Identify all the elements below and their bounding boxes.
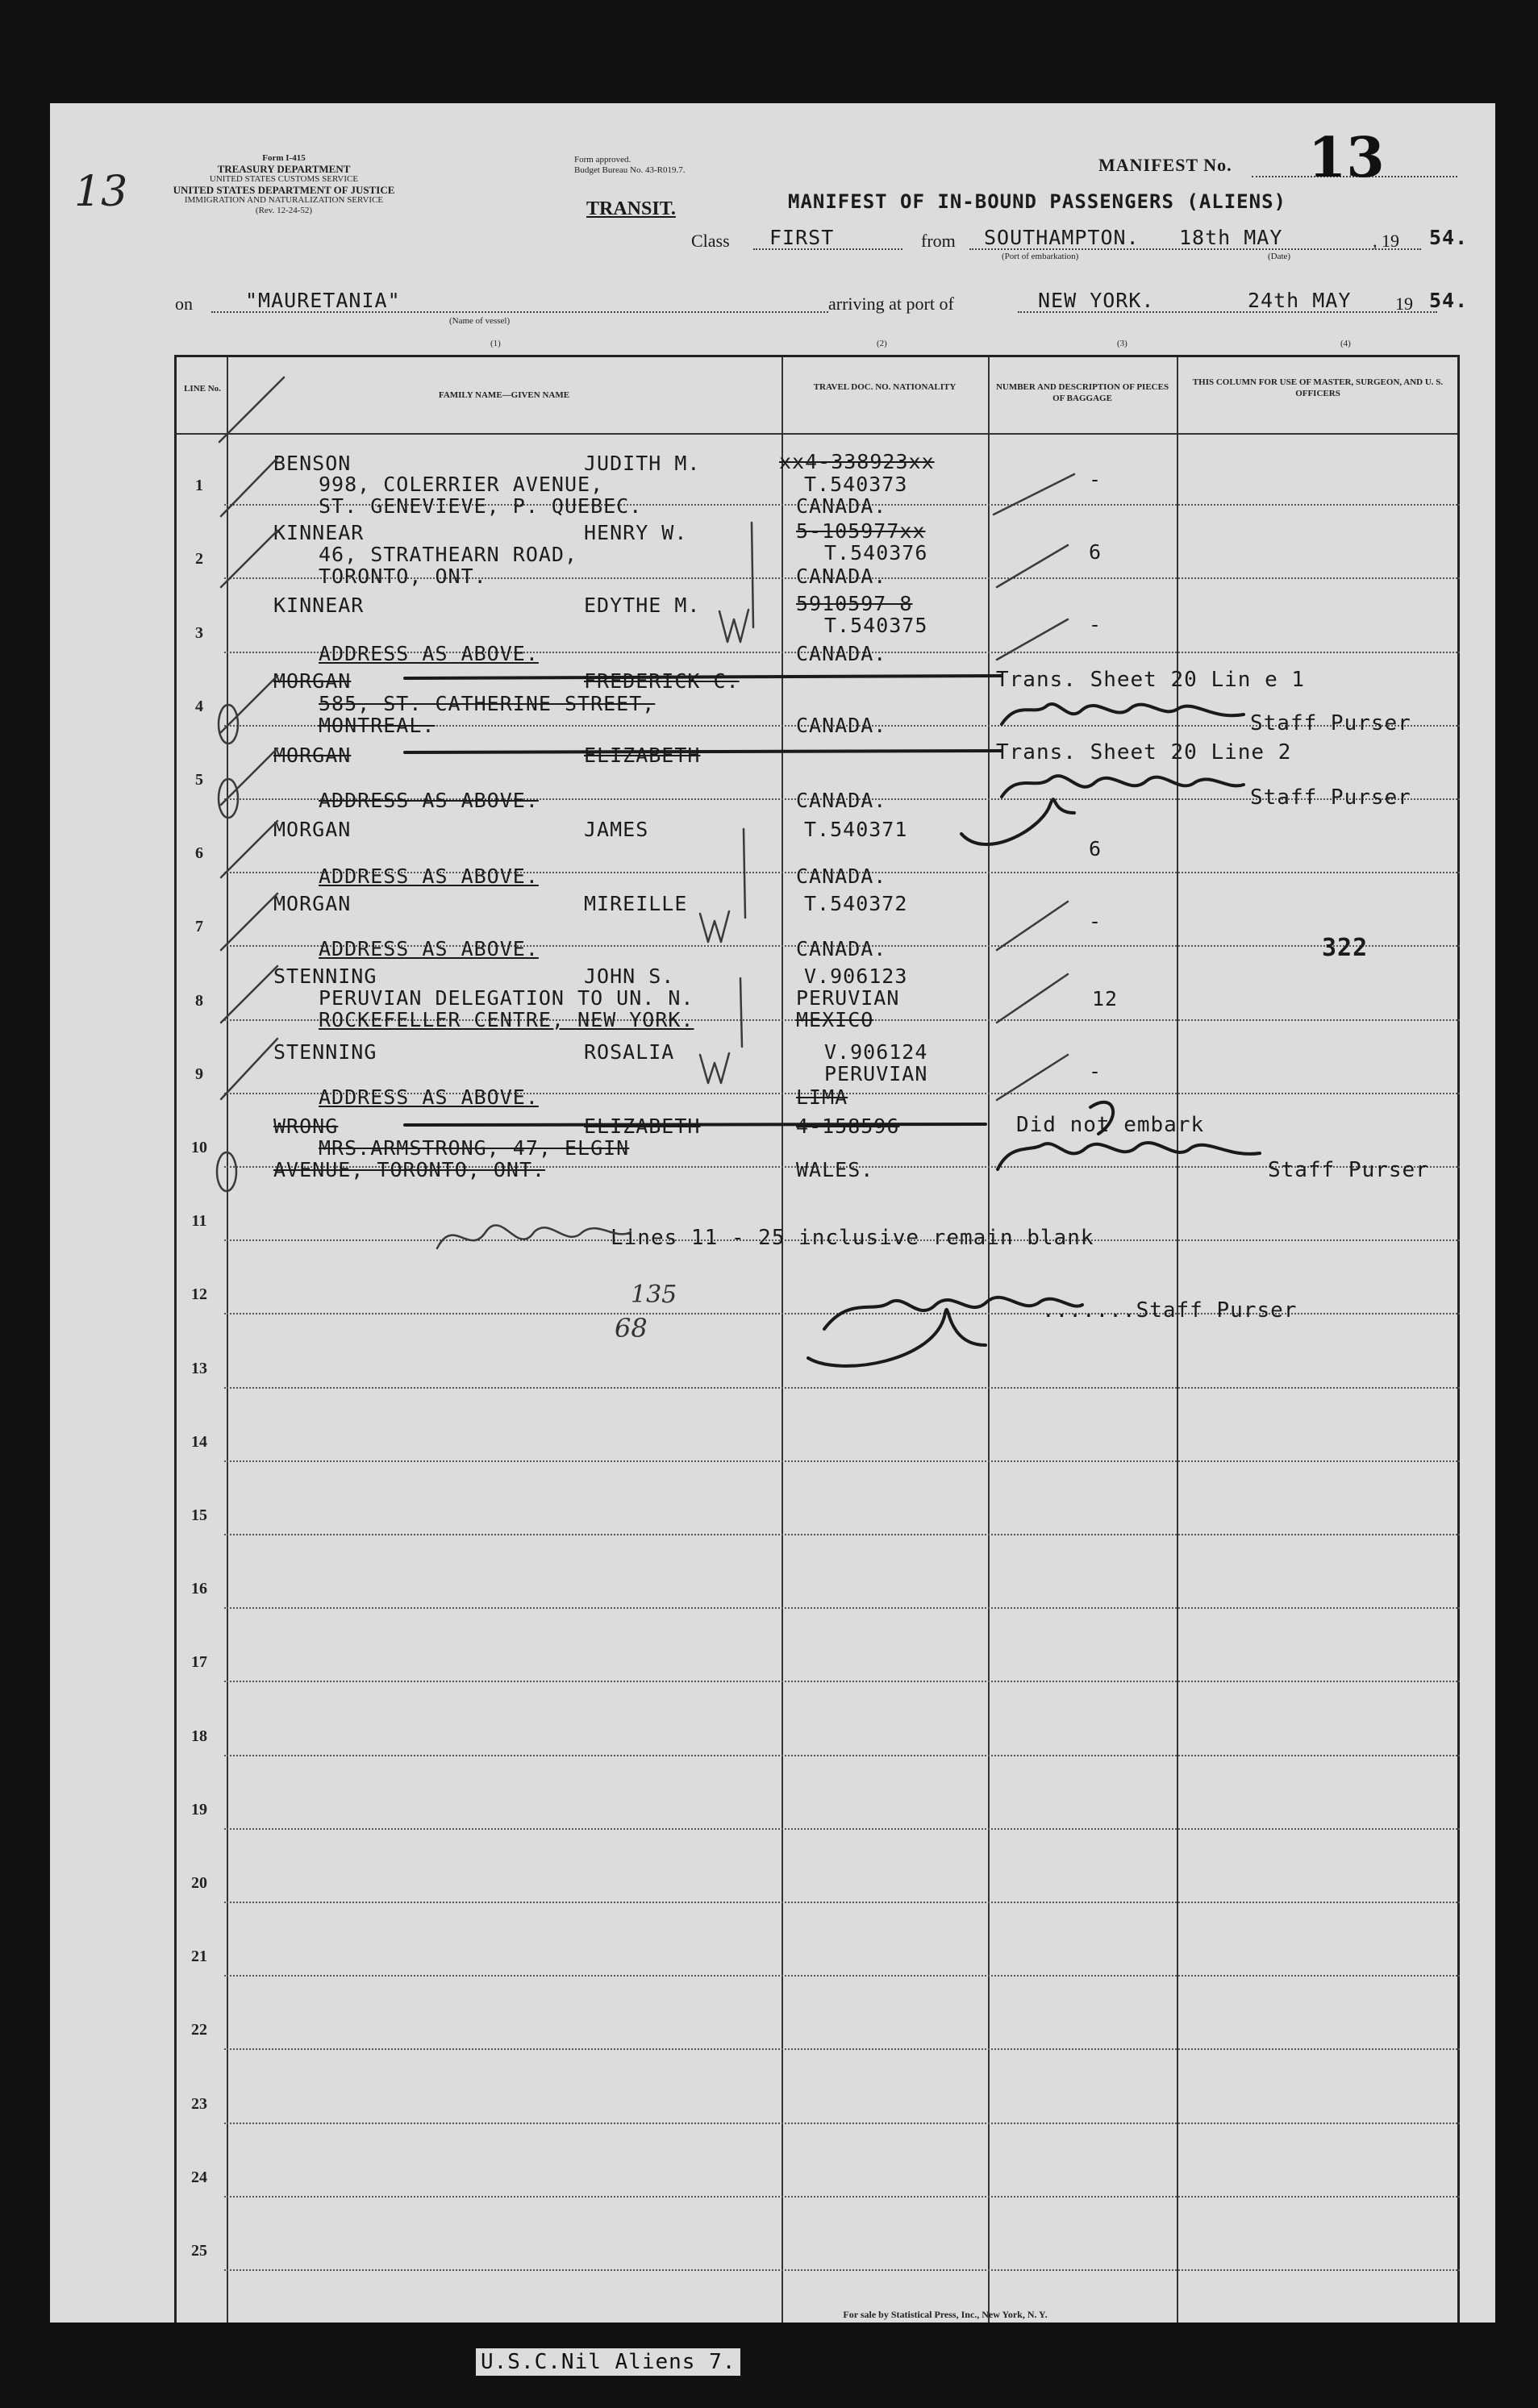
entry-baggage: - — [1089, 613, 1102, 636]
pencil-tick — [997, 974, 1068, 1023]
entry-nationality: CANADA. — [796, 937, 887, 960]
line-number: 2 — [195, 550, 203, 568]
handwriting-overlay — [50, 103, 1495, 2323]
officer-note: 322 — [1322, 934, 1369, 962]
line-number: 7 — [195, 918, 203, 935]
check-mark — [700, 1053, 729, 1083]
pencil-tick — [997, 902, 1068, 950]
entry-address: 46, STRATHEARN ROAD, — [319, 543, 578, 566]
entry-doc: V.906123 — [804, 964, 908, 988]
entry-family: MORGAN — [273, 892, 352, 915]
check-mark — [744, 829, 745, 918]
line-number: 16 — [191, 1580, 207, 1598]
line-number: 12 — [191, 1285, 207, 1303]
blank-lines-note: Lines 11 - 25 inclusive remain blank — [611, 1226, 1094, 1250]
date-caption: (Date) — [1268, 252, 1291, 261]
entry-address: ADDRESS AS ABOVE. — [319, 937, 539, 960]
entry-nationality: PERUVIAN — [796, 986, 900, 1010]
arrival-port: NEW YORK. — [1038, 289, 1155, 312]
entry-doc: T.540376 — [824, 541, 928, 565]
pencil-tick — [221, 894, 277, 950]
pencil-tick — [997, 619, 1068, 660]
entry-given: HENRY W. — [584, 521, 688, 544]
entry-given: ELIZABETH — [584, 744, 701, 767]
entry-family: MORGAN — [273, 818, 352, 841]
strike-line — [405, 751, 1002, 752]
manifest-sheet — [50, 103, 1495, 2323]
from-label: from — [921, 231, 956, 251]
col-header-travel: TRAVEL DOC. NO. NATIONALITY — [813, 382, 957, 392]
line-number: 9 — [195, 1065, 203, 1083]
entry-nationality-old: LIMA — [796, 1085, 848, 1109]
line-number: 8 — [195, 992, 203, 1010]
entry-baggage: - — [1089, 468, 1102, 491]
line-number: 13 — [191, 1360, 207, 1377]
entry-address: ADDRESS AS ABOVE. — [319, 642, 539, 665]
entry-address: TORONTO, ONT. — [319, 565, 487, 588]
form-block: Form I-415 TREASURY DEPARTMENT UNITED STATES CUSTOMS SERVICE UNITED STATES DEPARTMENT OF JUSTICE IMMIGRATION AND NATURALIZATION SERVICE (Rev. 12-24-52) — [173, 153, 395, 215]
arrival-date: 24th MAY — [1248, 289, 1352, 312]
pencil-tick — [221, 1039, 277, 1099]
line-number: 5 — [195, 771, 203, 789]
entry-family: WRONG — [273, 1114, 339, 1138]
port-embarkation: SOUTHAMPTON. — [984, 226, 1140, 249]
entry-doc-old: 5-105977xx — [796, 519, 926, 543]
pencil-signature — [437, 1225, 631, 1248]
line-number: 25 — [191, 2242, 207, 2260]
entry-baggage: 6 — [1089, 540, 1102, 564]
manifest-number: 13 — [1308, 126, 1385, 190]
entry-nationality: CANADA. — [796, 714, 887, 737]
arriving-label: arriving at port of — [828, 294, 954, 314]
pencil-note: 135 — [631, 1281, 677, 1309]
entry-nationality-old: MEXICO — [796, 1008, 874, 1031]
pencil-tick — [997, 545, 1068, 587]
transit-label: TRANSIT. — [586, 198, 676, 219]
entry-family: MORGAN — [273, 669, 352, 693]
entry-address: ST. GENEVIEVE, P. QUEBEC. — [319, 494, 643, 518]
staff-purser: .......Staff Purser — [1042, 1298, 1298, 1323]
class-label: Class — [691, 231, 730, 251]
col-header-baggage: NUMBER AND DESCRIPTION OF PIECES OF BAGGAGE — [995, 382, 1169, 403]
line-number: 6 — [195, 844, 203, 862]
pencil-tick — [997, 1055, 1068, 1100]
entry-nationality: CANADA. — [796, 642, 887, 665]
check-mark — [719, 610, 748, 642]
line-number: 23 — [191, 2095, 207, 2113]
entry-given: JUDITH M. — [584, 452, 701, 475]
check-mark — [752, 523, 753, 627]
pencil-tick — [994, 474, 1074, 515]
strike-line — [405, 676, 1002, 678]
entry-doc: T.540371 — [804, 818, 908, 841]
entry-doc: T.540375 — [824, 614, 928, 637]
pencil-tick — [221, 966, 277, 1023]
entry-nationality: CANADA. — [796, 494, 887, 518]
manifest-title: MANIFEST OF IN-BOUND PASSENGERS (ALIENS) — [788, 190, 1286, 213]
col-number-2: (2) — [877, 339, 887, 348]
line-number: 24 — [191, 2168, 207, 2186]
line-number: 20 — [191, 1874, 207, 1892]
entry-doc-old: 5910597 8 — [796, 592, 913, 615]
pencil-tick — [221, 748, 277, 805]
pencil-tick — [221, 821, 277, 877]
entry-family: KINNEAR — [273, 521, 365, 544]
entry-nationality: WALES. — [796, 1158, 874, 1181]
entry-baggage: 6 — [1089, 837, 1102, 860]
purser-signature — [998, 1102, 1260, 1169]
staff-purser: Staff Purser — [1268, 1158, 1429, 1182]
trans-note: Trans. Sheet 20 Lin e 1 — [996, 668, 1306, 692]
line-number: 15 — [191, 1506, 207, 1524]
entry-baggage: 12 — [1092, 987, 1119, 1010]
entry-family: BENSON — [273, 452, 352, 475]
strike-line — [405, 1124, 986, 1125]
col-header-name: FAMILY NAME—GIVEN NAME — [438, 390, 570, 400]
entry-family: MORGAN — [273, 744, 352, 767]
entry-given: FREDERICK C. — [584, 669, 740, 693]
port-embarkation-caption: (Port of embarkation) — [1002, 252, 1079, 261]
entry-nationality: CANADA. — [796, 789, 887, 812]
archive-stamp: U.S.C.Nil Aliens 7. — [476, 2348, 740, 2376]
entry-given: ELIZABETH — [584, 1114, 701, 1138]
entry-address: MONTREAL. — [319, 714, 436, 737]
col-number-3: (3) — [1117, 339, 1127, 348]
pencil-tick — [221, 531, 277, 587]
entry-address: MRS.ARMSTRONG, 47, ELGIN — [319, 1136, 630, 1160]
pencil-tick — [221, 458, 277, 516]
line-number: 10 — [191, 1139, 207, 1156]
entry-given: EDYTHE M. — [584, 594, 701, 617]
line-number: 1 — [195, 477, 203, 494]
entry-nationality: CANADA. — [796, 864, 887, 888]
pencil-tick — [219, 377, 284, 442]
year-2: 54. — [1429, 289, 1469, 312]
line-number: 14 — [191, 1433, 207, 1451]
entry-nationality: PERUVIAN — [824, 1062, 928, 1085]
line-number: 19 — [191, 1801, 207, 1818]
year-prefix-2: 19 — [1395, 294, 1413, 314]
form-approved: Form approved. Budget Bureau No. 43-R019.7. — [574, 155, 686, 175]
line-number: 4 — [195, 698, 203, 715]
manifest-number-label: MANIFEST No. — [1098, 155, 1232, 175]
year-1: 54. — [1429, 226, 1469, 249]
entry-nationality: CANADA. — [796, 565, 887, 588]
trans-note: Trans. Sheet 20 Line 2 — [996, 740, 1292, 764]
check-mark — [740, 978, 742, 1047]
purser-signature — [1002, 704, 1244, 724]
line-number: 11 — [191, 1212, 207, 1230]
printer-line: For sale by Statistical Press, Inc., New York, N. Y. — [843, 2309, 1048, 2320]
entry-given: JOHN S. — [584, 964, 675, 988]
entry-address: AVENUE, TORONTO, ONT. — [273, 1158, 546, 1181]
class-value: FIRST — [769, 226, 835, 249]
entry-family: STENNING — [273, 1040, 377, 1064]
check-mark — [700, 911, 729, 942]
staff-purser: Staff Purser — [1250, 711, 1411, 735]
line-number: 17 — [191, 1653, 207, 1671]
entry-address: ROCKEFELLER CENTRE, NEW YORK. — [319, 1008, 694, 1031]
corner-note: 13 — [74, 168, 128, 216]
line-number: 21 — [191, 1948, 207, 1965]
circle-mark — [217, 1152, 236, 1191]
vessel-name: "MAURETANIA" — [245, 289, 401, 312]
entry-given: MIREILLE — [584, 892, 688, 915]
col-number-4: (4) — [1340, 339, 1351, 348]
year-prefix-1: , 19 — [1373, 231, 1399, 251]
line-number: 22 — [191, 2021, 207, 2039]
entry-doc-old: xx4-338923xx — [779, 450, 935, 473]
col-header-officers: THIS COLUMN FOR USE OF MASTER, SURGEON, AND U. S. OFFICERS — [1192, 377, 1444, 398]
entry-address: PERUVIAN DELEGATION TO UN. N. — [319, 986, 694, 1010]
entry-given: JAMES — [584, 818, 649, 841]
entry-doc: V.906124 — [824, 1040, 928, 1064]
embark-date: 18th MAY — [1179, 226, 1283, 249]
purser-signature — [808, 1298, 1082, 1366]
entry-given: ROSALIA — [584, 1040, 675, 1064]
entry-doc: T.540372 — [804, 892, 908, 915]
entry-doc: 4-158596 — [796, 1114, 900, 1138]
vessel-caption: (Name of vessel) — [449, 316, 511, 326]
entry-address: ADDRESS AS ABOVE. — [319, 1085, 539, 1109]
entry-family: STENNING — [273, 964, 377, 988]
entry-address: 998, COLERRIER AVENUE, — [319, 473, 604, 496]
not-embark-note: Did not embark — [1016, 1113, 1205, 1137]
entry-address: ADDRESS AS ABOVE. — [319, 864, 539, 888]
on-label: on — [175, 294, 193, 314]
entry-doc: T.540373 — [804, 473, 908, 496]
line-number: 3 — [195, 624, 203, 642]
pencil-note: 68 — [615, 1313, 648, 1344]
entry-address: 585, ST. CATHERINE STREET, — [319, 692, 656, 715]
entry-address: ADDRESS AS ABOVE. — [319, 789, 539, 812]
staff-purser: Staff Purser — [1250, 785, 1411, 810]
entry-baggage: - — [1089, 1060, 1102, 1083]
entry-family: KINNEAR — [273, 594, 365, 617]
entry-baggage: - — [1089, 910, 1102, 933]
purser-signature — [961, 776, 1244, 844]
col-number-1: (1) — [490, 339, 501, 348]
line-number: 18 — [191, 1727, 207, 1745]
col-header-line: LINE No. — [184, 384, 221, 394]
